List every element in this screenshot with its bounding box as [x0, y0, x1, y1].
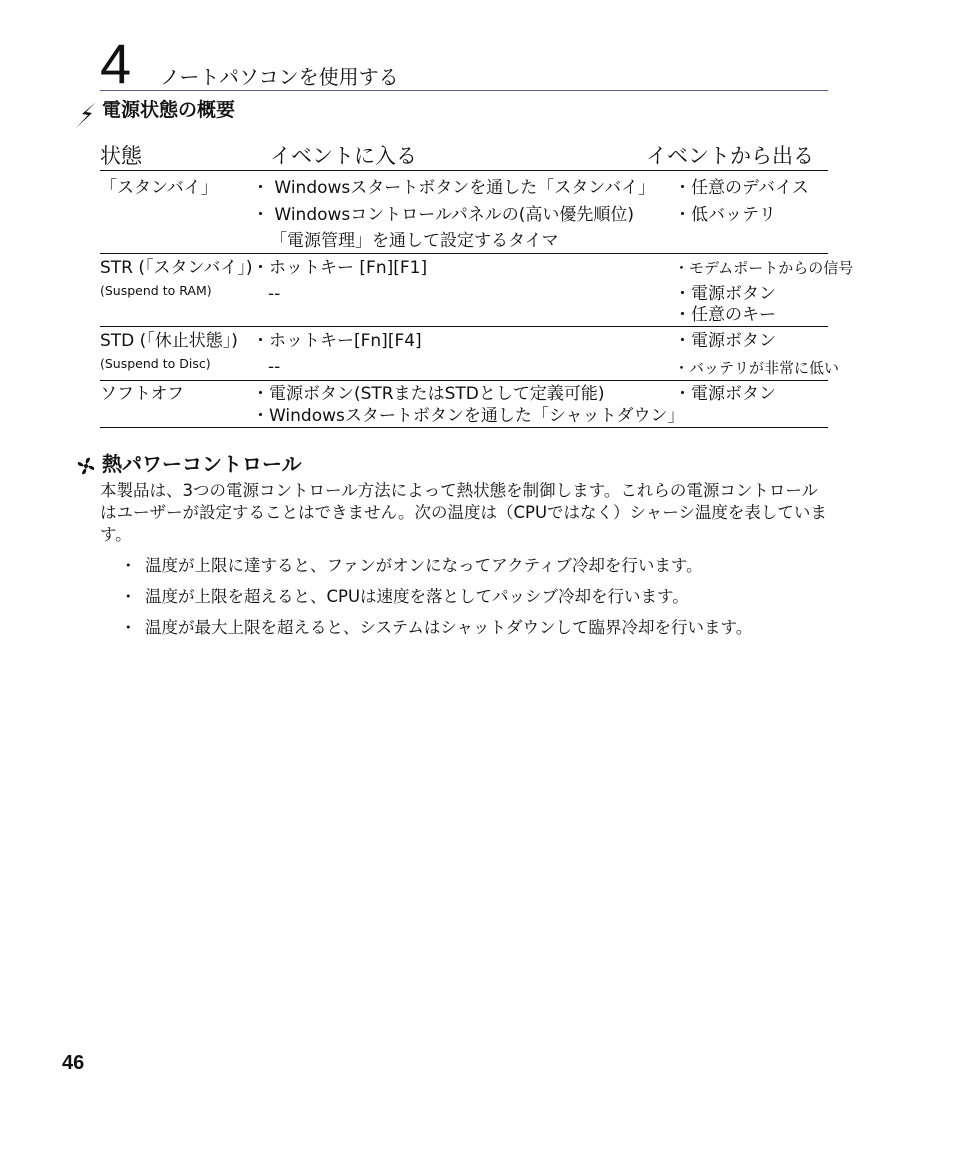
row-standby-enter-3: 「電源管理」を通して設定するタイマ [270, 231, 559, 251]
row-std-enter-1: ・ホットキー[Fn][F4] [252, 331, 422, 351]
row-softoff-state: ソフトオフ [100, 384, 184, 404]
table-rule [100, 326, 828, 327]
row-str-enter-2: -- [268, 284, 281, 304]
row-softoff-exit-1: ・電源ボタン [674, 384, 776, 404]
table-header-enter: イベントに入る [270, 144, 417, 168]
table-rule [100, 380, 828, 381]
chapter-title: ノートパソコンを使用する [160, 65, 399, 89]
table-rule [100, 170, 828, 171]
row-str-exit-3: ・任意のキー [674, 305, 776, 325]
list-item: 温度が最大上限を超えると、システムはシャットダウンして臨界冷却を行います。 [145, 618, 753, 637]
table-rule [100, 427, 828, 428]
chapter-number: 4 [100, 32, 132, 95]
list-item: 温度が上限を超えると、CPUは速度を落としてパッシブ冷却を行います。 [145, 587, 689, 606]
row-standby-exit-2: ・低バッテリ [674, 205, 776, 225]
fan-icon [75, 455, 97, 477]
row-standby-state: 「スタンバイ」 [100, 178, 218, 198]
row-standby-exit-1: ・任意のデバイス [674, 178, 809, 198]
row-str-exit-1: ・モデムポートからの信号 [674, 259, 854, 277]
row-softoff-enter-1: ・電源ボタン(STRまたはSTDとして定義可能) [252, 384, 605, 404]
row-str-state-sub: (Suspend to RAM) [100, 283, 212, 298]
table-header-exit: イベントから出る [646, 144, 814, 168]
row-std-state: STD (「休止状態」) [100, 331, 238, 351]
list-item: 温度が上限に達すると、ファンがオンになってアクティブ冷却を行います。 [145, 556, 703, 575]
bullet-mark: ・ [120, 556, 137, 575]
lightning-bolt-icon [74, 100, 98, 130]
row-std-state-sub: (Suspend to Disc) [100, 356, 211, 371]
row-softoff-enter-2: ・Windowsスタートボタンを通した「シャットダウン」 [252, 406, 685, 426]
row-std-exit-1: ・電源ボタン [674, 331, 776, 351]
row-std-exit-2: ・バッテリが非常に低い [674, 359, 840, 377]
row-str-enter-1: ・ホットキー [Fn][F1] [252, 258, 428, 278]
table-header-state: 状態 [100, 144, 142, 168]
row-str-state: STR (「スタンバイ」) [100, 258, 253, 278]
table-rule [100, 253, 828, 254]
section-title-thermal-control: 熱パワーコントロール [102, 452, 302, 476]
thermal-paragraph: 本製品は、3つの電源コントロール方法によって熱状態を制御します。これらの電源コントロールはユーザーが設定することはできません。次の温度は（CPUではなく）シャーシ温度を表しています。 [100, 481, 827, 544]
bullet-mark: ・ [120, 618, 137, 637]
bullet-mark: ・ [120, 587, 137, 606]
page-number: 46 [62, 1052, 85, 1074]
section-title-power-states: 電源状態の概要 [102, 99, 236, 121]
chapter-rule [100, 90, 828, 91]
row-std-enter-2: -- [268, 357, 281, 377]
row-str-exit-2: ・電源ボタン [674, 284, 776, 304]
row-standby-enter-1: ・ Windowsスタートボタンを通した「スタンバイ」 [252, 178, 656, 198]
row-standby-enter-2: ・ Windowsコントロールパネルの(高い優先順位) [252, 205, 635, 225]
